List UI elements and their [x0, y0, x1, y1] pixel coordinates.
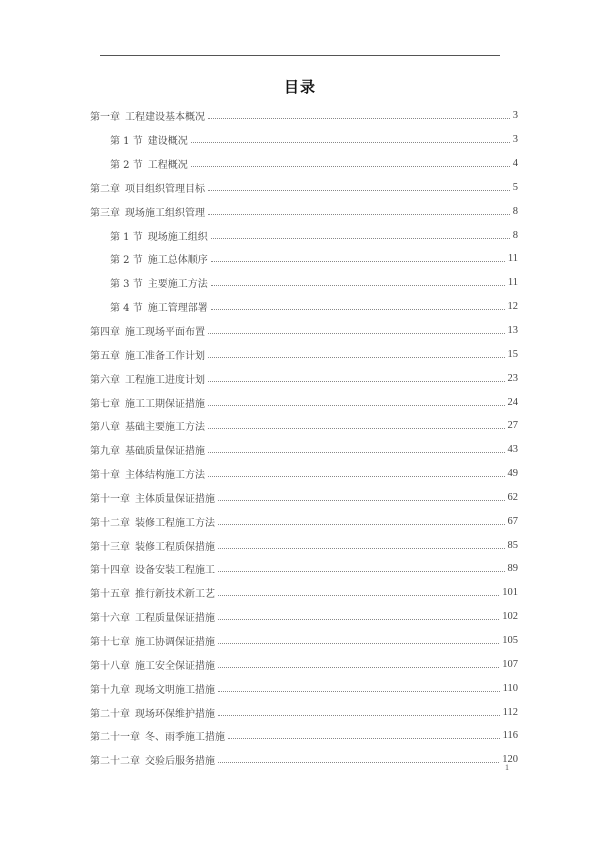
toc-entry-number: 第 1 节: [110, 136, 143, 148]
toc-entry-title: 施工协调保证措施: [135, 636, 215, 648]
toc-entry-number: 第八章: [90, 422, 120, 434]
toc-entry-label: [90, 538, 215, 553]
toc-chapter-entry[interactable]: [90, 629, 518, 653]
toc-entry-title: 基础主要施工方法: [125, 422, 205, 434]
dot-leader: [218, 762, 499, 763]
toc-entry-number: 第十六章: [90, 613, 130, 625]
dot-leader: [208, 405, 505, 406]
toc-entry-title: 推行新技术新工艺: [135, 589, 215, 601]
toc-entry-label: [90, 657, 215, 672]
toc-entry-page: 120: [502, 754, 518, 766]
toc-entry-page: 89: [507, 563, 518, 575]
toc-entry-title: 工程概况: [147, 160, 188, 172]
toc-entry-page: 43: [507, 444, 518, 456]
toc-entry-label: [90, 442, 205, 457]
toc-entry-number: 第九章: [90, 446, 120, 458]
toc-entry-title: 冬、雨季施工措施: [145, 732, 225, 744]
toc-entry-label: [110, 228, 208, 243]
toc-section-entry[interactable]: [90, 295, 518, 319]
toc-entry-number: 第二章: [90, 183, 120, 195]
dot-leader: [211, 309, 505, 310]
toc-entry-number: 第十二章: [90, 517, 130, 529]
toc-entry-page: 24: [507, 396, 518, 408]
dot-leader: [191, 166, 510, 167]
toc-entry-label: [90, 418, 205, 433]
toc-entry-label: [90, 514, 215, 529]
dot-leader: [218, 595, 499, 596]
toc-entry-page: 105: [502, 634, 518, 646]
toc-entry-label: [90, 490, 215, 505]
toc-entry-label: [90, 752, 215, 767]
table-of-contents: [90, 104, 518, 772]
dot-leader: [218, 500, 505, 501]
dot-leader: [208, 357, 505, 358]
toc-entry-title: 主体结构施工方法: [125, 470, 205, 482]
toc-chapter-entry[interactable]: [90, 533, 518, 557]
toc-entry-page: 27: [507, 420, 518, 432]
toc-entry-number: 第二十章: [90, 708, 130, 720]
toc-entry-number: 第十七章: [90, 636, 130, 648]
toc-section-entry[interactable]: [90, 223, 518, 247]
toc-chapter-entry[interactable]: [90, 104, 518, 128]
toc-entry-page: 49: [507, 468, 518, 480]
toc-entry-number: 第一章: [90, 112, 120, 124]
toc-entry-page: 11: [507, 277, 518, 289]
toc-entry-label: [90, 728, 225, 743]
toc-entry-label: [90, 347, 205, 362]
toc-chapter-entry[interactable]: [90, 605, 518, 629]
toc-entry-title: 装修工程施工方法: [135, 517, 215, 529]
toc-chapter-entry[interactable]: [90, 319, 518, 343]
dot-leader: [208, 214, 510, 215]
toc-entry-number: 第五章: [90, 350, 120, 362]
dot-leader: [218, 643, 499, 644]
toc-chapter-entry[interactable]: [90, 390, 518, 414]
dot-leader: [218, 548, 505, 549]
toc-entry-page: 85: [507, 539, 518, 551]
toc-chapter-entry[interactable]: [90, 748, 518, 772]
toc-entry-number: 第十四章: [90, 565, 130, 577]
toc-entry-label: [90, 633, 215, 648]
toc-entry-title: 施工总体顺序: [147, 255, 208, 267]
toc-entry-page: 12: [507, 301, 518, 313]
toc-entry-title: 施工现场平面布置: [125, 327, 205, 339]
toc-entry-page: 8: [512, 205, 518, 217]
dot-leader: [218, 619, 499, 620]
toc-entry-label: [90, 180, 205, 195]
dot-leader: [218, 691, 500, 692]
toc-entry-number: 第十章: [90, 470, 120, 482]
toc-entry-number: 第 2 节: [110, 160, 143, 172]
toc-entry-number: 第 3 节: [110, 279, 143, 291]
toc-entry-label: [90, 204, 205, 219]
page-title: 目录: [283, 78, 316, 96]
toc-chapter-entry[interactable]: [90, 557, 518, 581]
toc-entry-page: 8: [512, 229, 518, 241]
dot-leader: [208, 476, 505, 477]
toc-entry-label: [90, 585, 215, 600]
toc-entry-label: [90, 609, 215, 624]
toc-entry-number: 第十三章: [90, 541, 130, 553]
toc-entry-number: 第二十二章: [90, 756, 140, 768]
toc-entry-title: 工程施工进度计划: [125, 374, 205, 386]
toc-entry-title: 施工安全保证措施: [135, 660, 215, 672]
toc-section-entry[interactable]: [90, 271, 518, 295]
toc-entry-title: 现场文明施工措施: [135, 684, 215, 696]
toc-entry-page: 13: [507, 325, 518, 337]
toc-entry-page: 110: [502, 682, 518, 694]
toc-entry-page: 101: [502, 587, 518, 599]
toc-entry-page: 4: [512, 158, 518, 170]
toc-chapter-entry[interactable]: [90, 724, 518, 748]
dot-leader: [208, 190, 510, 191]
toc-entry-number: 第十一章: [90, 493, 130, 505]
toc-entry-title: 建设概况: [147, 136, 188, 148]
dot-leader: [208, 118, 510, 119]
page-number: 1: [505, 763, 509, 772]
dot-leader: [211, 238, 510, 239]
toc-entry-label: [90, 561, 215, 576]
dot-leader: [208, 452, 505, 453]
toc-chapter-entry[interactable]: [90, 509, 518, 533]
toc-entry-page: 23: [507, 372, 518, 384]
dot-leader: [218, 524, 505, 525]
toc-section-entry[interactable]: [90, 152, 518, 176]
toc-entry-title: 现场环保维护措施: [135, 708, 215, 720]
toc-chapter-entry[interactable]: [90, 676, 518, 700]
toc-chapter-entry[interactable]: [90, 414, 518, 438]
toc-entry-page: 3: [512, 134, 518, 146]
toc-entry-title: 主体质量保证措施: [135, 493, 215, 505]
toc-entry-title: 项目组织管理目标: [125, 183, 205, 195]
toc-entry-title: 工程建设基本概况: [125, 112, 205, 124]
toc-chapter-entry[interactable]: [90, 366, 518, 390]
dot-leader: [211, 285, 505, 286]
toc-entry-title: 工程质量保证措施: [135, 613, 215, 625]
toc-entry-number: 第三章: [90, 207, 120, 219]
toc-entry-label: [110, 156, 188, 171]
toc-entry-page: 67: [507, 515, 518, 527]
toc-entry-title: 现场施工组织: [147, 231, 208, 243]
toc-entry-label: [90, 108, 205, 123]
toc-entry-title: 现场施工组织管理: [125, 207, 205, 219]
toc-entry-page: 11: [507, 253, 518, 265]
toc-entry-label: [110, 299, 208, 314]
toc-entry-title: 装修工程质保措施: [135, 541, 215, 553]
toc-entry-title: 施工管理部署: [147, 303, 208, 315]
toc-section-entry[interactable]: [90, 247, 518, 271]
toc-entry-label: [110, 251, 208, 266]
dot-leader: [218, 571, 505, 572]
toc-entry-title: 设备安装工程施工: [135, 565, 215, 577]
toc-chapter-entry[interactable]: [90, 342, 518, 366]
toc-entry-label: [110, 132, 188, 147]
toc-chapter-entry[interactable]: [90, 438, 518, 462]
toc-entry-title: 基础质量保证措施: [125, 446, 205, 458]
toc-entry-number: 第十九章: [90, 684, 130, 696]
dot-leader: [228, 738, 500, 739]
toc-entry-label: [90, 395, 205, 410]
dot-leader: [208, 333, 505, 334]
toc-entry-page: 112: [502, 706, 518, 718]
dot-leader: [191, 142, 510, 143]
toc-entry-page: 5: [512, 181, 518, 193]
toc-chapter-entry[interactable]: [90, 652, 518, 676]
toc-entry-number: 第四章: [90, 327, 120, 339]
toc-section-entry[interactable]: [90, 128, 518, 152]
toc-entry-page: 15: [507, 348, 518, 360]
toc-entry-number: 第 4 节: [110, 303, 143, 315]
toc-entry-page: 62: [507, 491, 518, 503]
toc-entry-number: 第十八章: [90, 660, 130, 672]
toc-entry-page: 3: [512, 110, 518, 122]
dot-leader: [218, 715, 500, 716]
toc-entry-page: 102: [502, 611, 518, 623]
dot-leader: [211, 261, 505, 262]
toc-chapter-entry[interactable]: [90, 176, 518, 200]
toc-entry-label: [90, 466, 205, 481]
toc-entry-title: 交验后服务措施: [145, 756, 215, 768]
toc-chapter-entry[interactable]: [90, 486, 518, 510]
toc-entry-number: 第 1 节: [110, 231, 143, 243]
toc-entry-title: 主要施工方法: [147, 279, 208, 291]
dot-leader: [208, 381, 505, 382]
toc-entry-title: 施工工期保证措施: [125, 398, 205, 410]
toc-entry-label: [90, 681, 215, 696]
dot-leader: [218, 667, 499, 668]
header-rule: [100, 55, 500, 56]
toc-entry-number: 第六章: [90, 374, 120, 386]
toc-entry-label: [90, 323, 205, 338]
toc-entry-label: [90, 705, 215, 720]
toc-chapter-entry[interactable]: [90, 700, 518, 724]
toc-chapter-entry[interactable]: [90, 462, 518, 486]
toc-entry-page: 107: [502, 658, 518, 670]
toc-entry-page: 116: [502, 730, 518, 742]
toc-entry-number: 第二十一章: [90, 732, 140, 744]
toc-chapter-entry[interactable]: [90, 199, 518, 223]
dot-leader: [208, 428, 505, 429]
toc-chapter-entry[interactable]: [90, 581, 518, 605]
toc-entry-number: 第七章: [90, 398, 120, 410]
toc-entry-number: 第 2 节: [110, 255, 143, 267]
toc-entry-label: [110, 275, 208, 290]
toc-entry-title: 施工准备工作计划: [125, 350, 205, 362]
toc-entry-number: 第十五章: [90, 589, 130, 601]
toc-entry-label: [90, 371, 205, 386]
